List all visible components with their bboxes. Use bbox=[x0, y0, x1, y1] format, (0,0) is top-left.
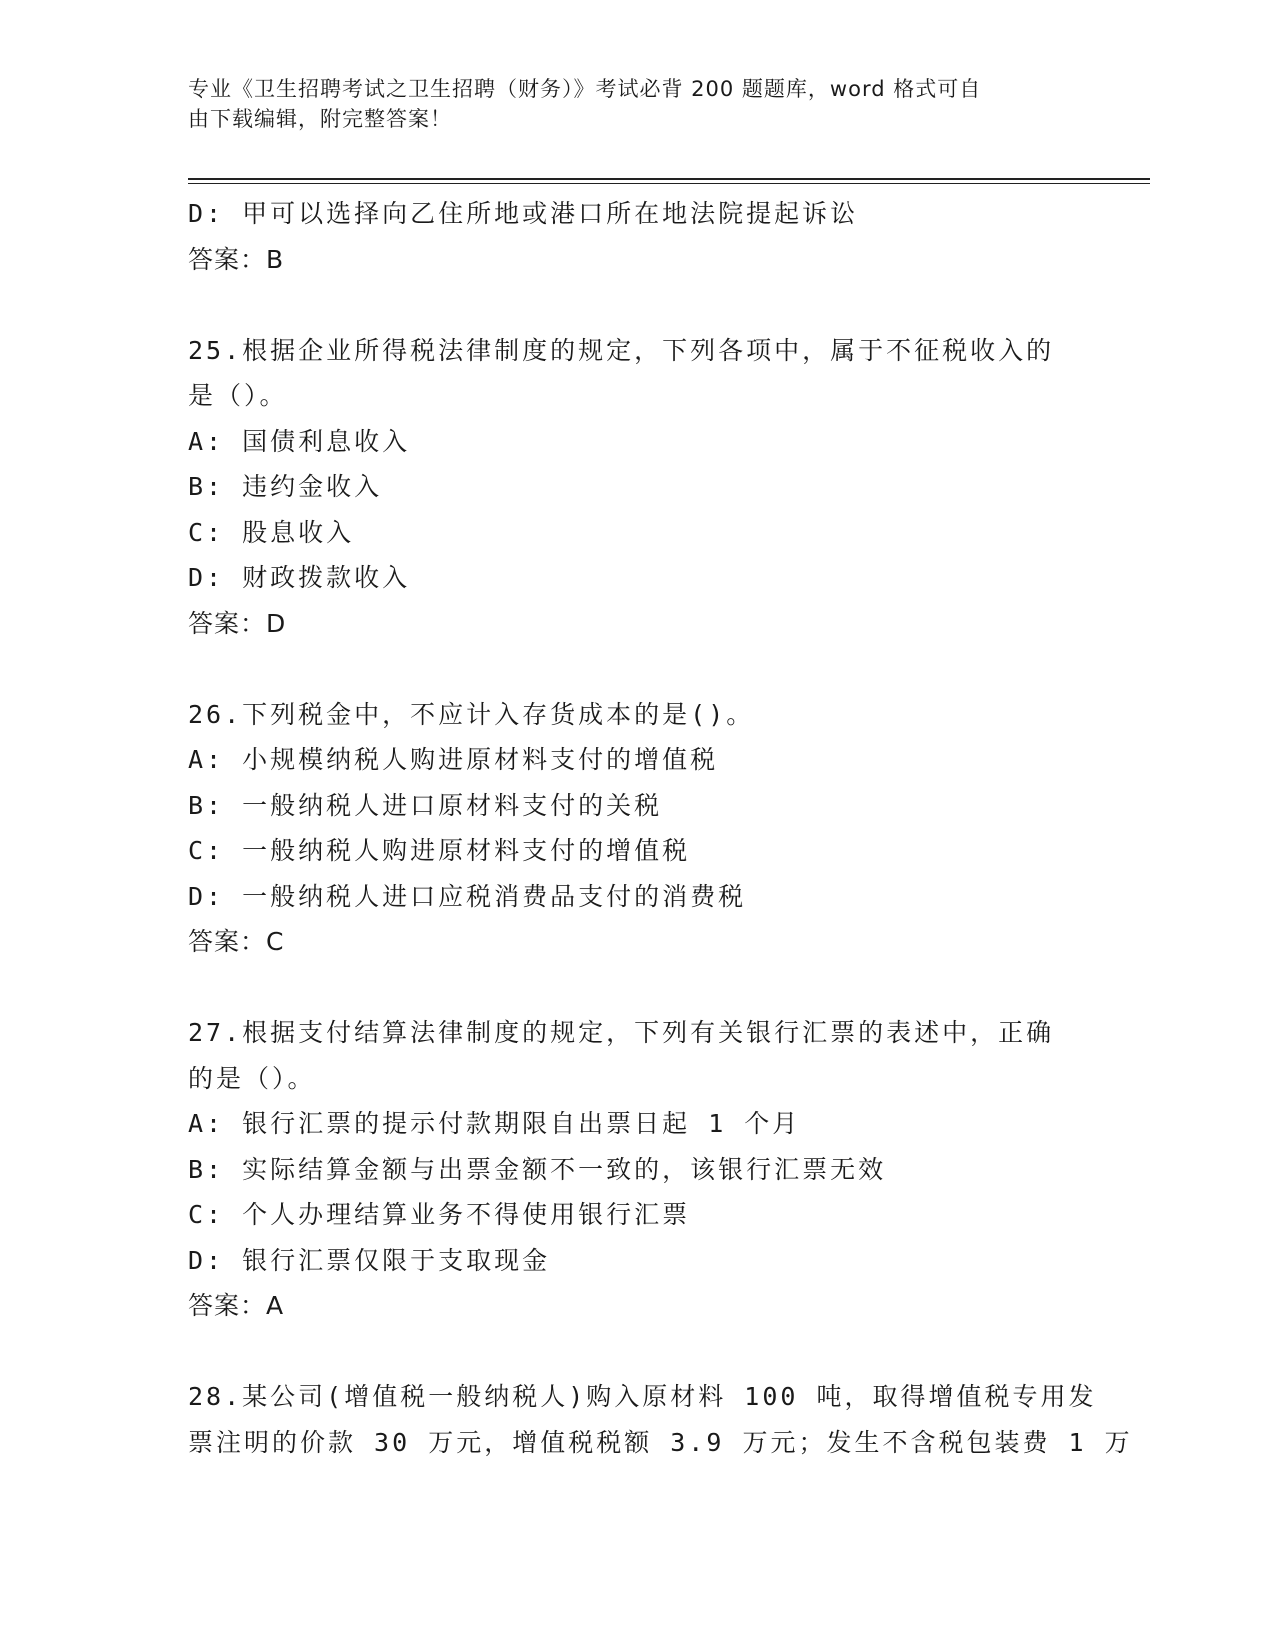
question-26 bbox=[188, 692, 1068, 965]
header-divider-thick bbox=[188, 178, 1150, 180]
option-c: C: 个人办理结算业务不得使用银行汇票 bbox=[188, 1200, 691, 1229]
option-d: D: 银行汇票仅限于支取现金 bbox=[188, 1245, 551, 1275]
answer-label: 答案：B bbox=[188, 244, 285, 274]
spacer bbox=[188, 1329, 1068, 1375]
question-stem-cont: 的是（）。 bbox=[188, 1063, 316, 1093]
answer-label: 答案：C bbox=[188, 927, 285, 956]
question-list bbox=[188, 191, 1133, 1465]
question-stem: 28.某公司(增值税一般纳税人)购入原材料 100 吨，取得增值税专用发 bbox=[188, 1382, 1097, 1411]
question-27 bbox=[188, 1010, 1068, 1329]
question-25 bbox=[188, 328, 1068, 647]
spacer bbox=[188, 282, 1068, 328]
option-b: B: 一般纳税人进口原材料支付的关税 bbox=[188, 790, 663, 820]
option-d: D: 财政拨款收入 bbox=[188, 563, 411, 592]
answer-label: 答案：D bbox=[188, 608, 287, 638]
option-a: A: 银行汇票的提示付款期限自出票日起 1 个月 bbox=[188, 1109, 801, 1138]
question-stem: 25.根据企业所得税法律制度的规定，下列各项中，属于不征税收入的 bbox=[188, 335, 1055, 365]
header-divider-thin bbox=[188, 183, 1150, 184]
document-header bbox=[188, 74, 1068, 134]
answer-label: 答案：A bbox=[188, 1291, 285, 1320]
spacer bbox=[188, 965, 1068, 1011]
option-d: D: 甲可以选择向乙住所地或港口所在地法院提起诉讼 bbox=[188, 199, 859, 228]
option-b: B: 违约金收入 bbox=[188, 472, 383, 501]
option-b: B: 实际结算金额与出票金额不一致的，该银行汇票无效 bbox=[188, 1154, 887, 1184]
option-c: C: 一般纳税人购进原材料支付的增值税 bbox=[188, 836, 691, 865]
option-c: C: 股息收入 bbox=[188, 517, 355, 547]
question-28 bbox=[188, 1374, 1133, 1465]
option-a: A: 小规模纳税人购进原材料支付的增值税 bbox=[188, 745, 719, 774]
question-stem-cont: 票注明的价款 30 万元，增值税税额 3.9 万元；发生不含税包装费 1 万 bbox=[188, 1427, 1133, 1457]
option-a: A: 国债利息收入 bbox=[188, 426, 411, 456]
header-line-1: 专业《卫生招聘考试之卫生招聘（财务）》考试必背 200 题题库，word 格式可自 bbox=[188, 77, 982, 101]
question-stem: 27.根据支付结算法律制度的规定，下列有关银行汇票的表述中，正确 bbox=[188, 1018, 1055, 1047]
question-stem: 26.下列税金中，不应计入存货成本的是()。 bbox=[188, 699, 755, 729]
question-stem-cont: 是（）。 bbox=[188, 381, 288, 410]
spacer bbox=[188, 646, 1068, 692]
header-line-2: 由下载编辑，附完整答案！ bbox=[188, 107, 452, 131]
option-d: D: 一般纳税人进口应税消费品支付的消费税 bbox=[188, 881, 747, 911]
question-24-tail bbox=[188, 191, 1068, 282]
